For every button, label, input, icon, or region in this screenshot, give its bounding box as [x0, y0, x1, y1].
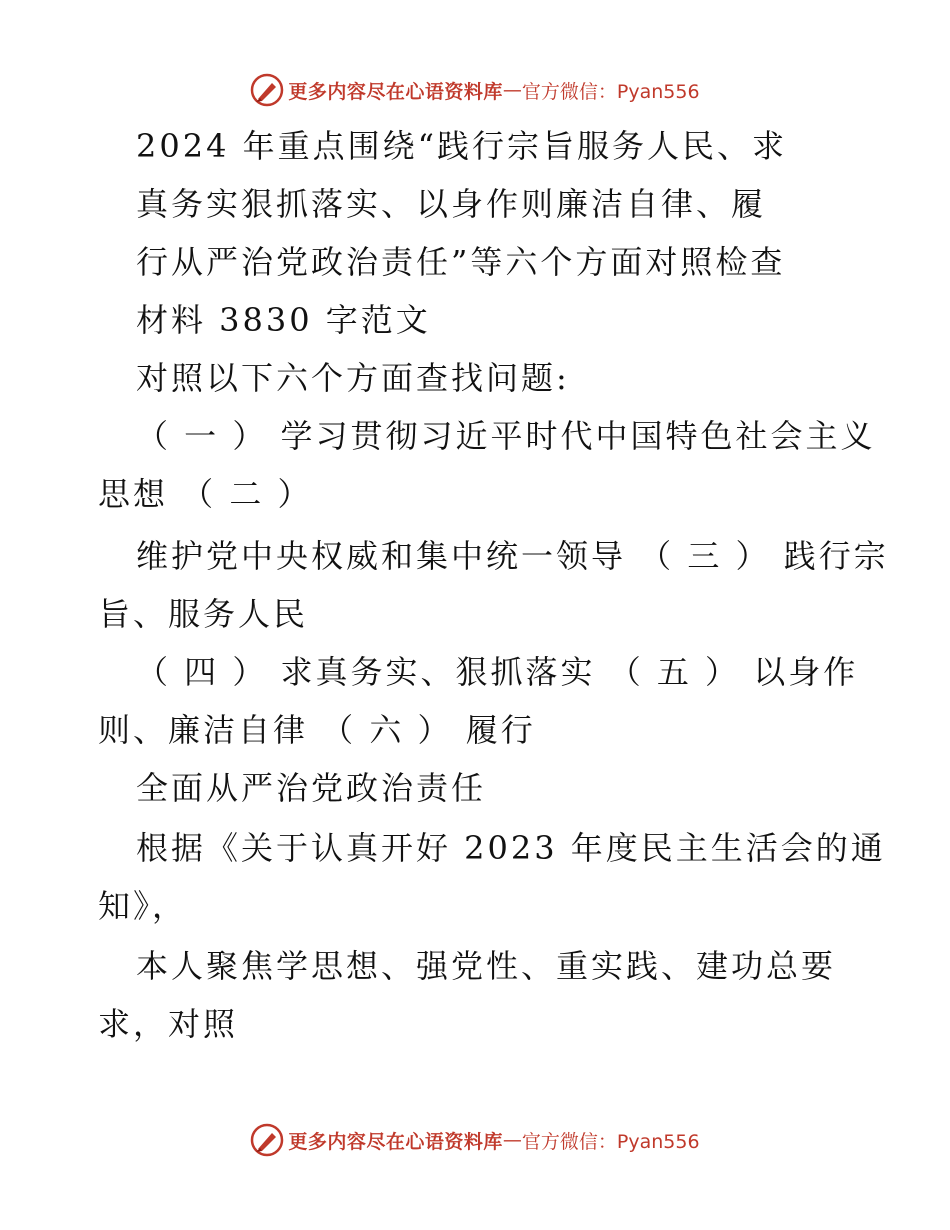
footer-wechat-text: 官方微信：Pyan556	[521, 1130, 700, 1153]
body-line: 真务实狠抓落实、以身作则廉洁自律、履	[136, 185, 767, 223]
header-wechat-text: 官方微信：Pyan556	[521, 80, 700, 103]
body-line: （ 一 ） 学习贯彻习近平时代中国特色社会主义	[136, 417, 876, 455]
footer-banner	[0, 1120, 950, 1160]
pen-logo-icon	[250, 73, 284, 107]
header-separator: —	[502, 79, 522, 101]
body-line: 本人聚焦学思想、强党性、重实践、建功总要	[136, 947, 837, 985]
pen-logo-icon	[250, 1123, 284, 1157]
body-line: （ 四 ） 求真务实、狠抓落实 （ 五 ） 以身作	[136, 653, 859, 691]
body-line: 维护党中央权威和集中统一领导 （ 三 ） 践行宗	[136, 537, 889, 575]
footer-brand-text: 更多内容尽在心语资料库	[288, 1130, 503, 1153]
body-line: 根据《关于认真开好 2023 年度民主生活会的通	[136, 829, 886, 867]
body-line: 知》，	[98, 887, 188, 925]
body-line: 对照以下六个方面查找问题:	[136, 359, 570, 397]
body-line: 则、廉洁自律 （ 六 ） 履行	[98, 711, 536, 749]
body-line: 行从严治党政治责任”等六个方面对照检查	[136, 243, 786, 281]
footer-separator: —	[502, 1129, 522, 1151]
body-line: 旨、服务人民	[98, 595, 309, 633]
header-banner	[0, 70, 950, 110]
body-line: 思想 （ 二 ）	[98, 475, 313, 513]
body-line: 材料 3830 字范文	[136, 301, 431, 339]
body-line: 求，对照	[98, 1005, 239, 1043]
header-brand-text: 更多内容尽在心语资料库	[288, 80, 503, 103]
body-line: 全面从严治党政治责任	[136, 769, 487, 807]
body-line: 2024 年重点围绕“践行宗旨服务人民、求	[136, 127, 787, 165]
